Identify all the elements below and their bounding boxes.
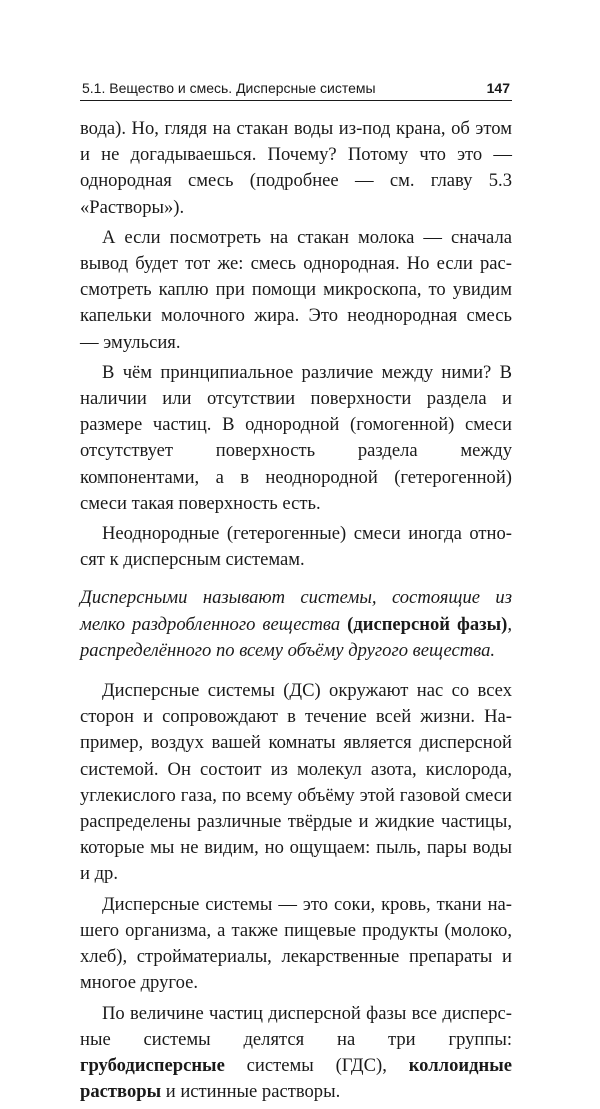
term-coarse-dispersed: грубодисперсные (80, 1054, 225, 1076)
definition-dispersed-systems (80, 585, 512, 664)
definition-term: (дисперсной фазы) (347, 613, 508, 635)
paragraph-difference: В чём принципиальное различие между ними? В наличии или отсутствии поверхности раздела и размере частиц. В однородной (гомогенной) смеси отсутствует поверхность раздела между компонентами, а в неоднородной (гетерогенной) смеси такая поверхность есть. (80, 361, 512, 514)
definition-text-2: , распределённого по всему объёму другого вещества. (80, 613, 512, 661)
page-number: 147 (486, 80, 510, 96)
term-colloidal-solutions: коллоидные растворы (80, 1054, 512, 1103)
paragraph-heterogeneous: Неоднородные (гетерогенные) смеси иногда относят к дисперсным системам. (80, 523, 512, 571)
definition-text-1: Дисперсными называют системы, состоящие из мелко раздробленного вещества (80, 587, 512, 635)
groups-text-2: системы (ГДС), (224, 1054, 409, 1076)
paragraph-milk: А если посмотреть на стакан молока — сначала вывод будет тот же: смесь однородная. Но если рассмотреть каплю при помощи микроскопа, то увидим капельки молочного жира. Это неоднородная смесь — эмульсия. (80, 226, 512, 353)
paragraph-continued: вода). Но, глядя на стакан воды из-под крана, об этом и не догадываешься. Почему? Потому что это — однородная смесь (подробнее — см. главу 5.3 «Растворы»). (80, 118, 512, 218)
section-title: 5.1. Вещество и смесь. Дисперсные системы (82, 80, 376, 96)
paragraph-organism-example: Дисперсные системы — это соки, кровь, ткани нашего организма, а также пищевые продукты (молоко, хлеб), стройматериалы, лекарственные препараты и многое другое. (80, 893, 512, 994)
groups-text-3: и истинные растворы. (161, 1081, 341, 1103)
running-header (80, 78, 512, 101)
groups-text-1: По величине частиц дисперсной фазы все дисперсные системы делятся на три группы: (80, 1002, 512, 1050)
page-body (80, 116, 512, 1109)
paragraph-air-example: Дисперсные системы (ДС) окружают нас со всех сторон и сопровождают в течение всей жизни. Например, воздух вашей комнаты является дисперсной системой. Он состоит из молекул азота, кислорода, углекислого газа, по всему объёму этой газовой смеси распределены различные твёрдые и жидкие частицы, которые мы не видим, но ощущаем: пыль, пары воды и др. (80, 680, 512, 885)
paragraph-groups (80, 1001, 512, 1106)
